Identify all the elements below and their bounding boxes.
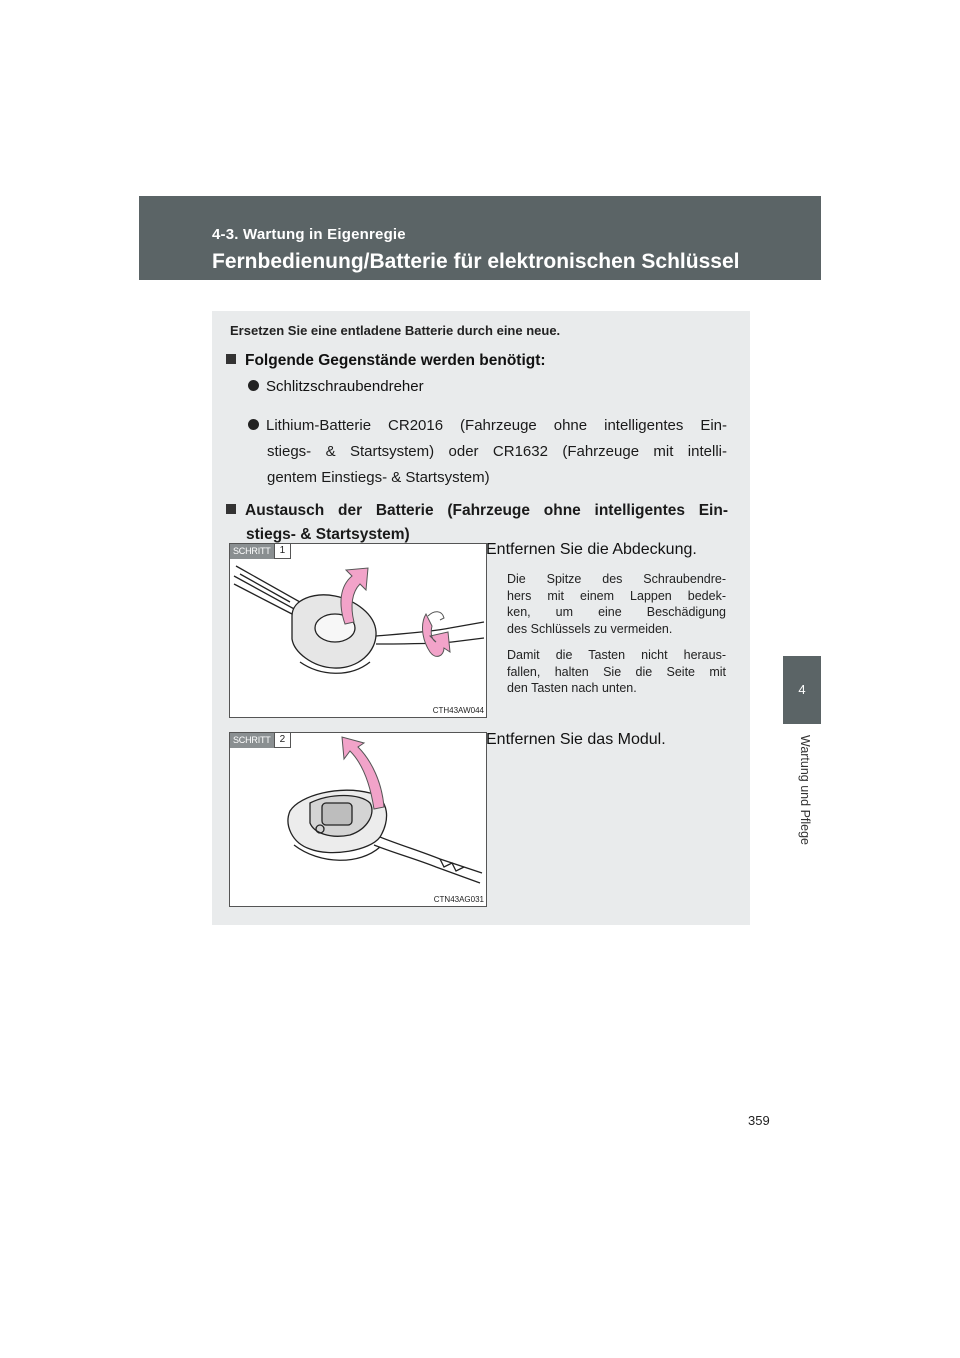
chapter-tab[interactable]: 4 — [783, 656, 821, 724]
content-panel — [212, 311, 750, 925]
list-item: Schlitzschraubendreher — [248, 374, 424, 400]
figure-code: CTH43AW044 — [432, 706, 484, 715]
square-bullet-icon — [226, 354, 236, 364]
replace-heading-continuation: stiegs- & Startsystem) — [246, 526, 410, 543]
needed-heading: Folgende Gegenstände werden benötigt: — [226, 349, 546, 373]
bullet-dot-icon — [248, 419, 259, 430]
list-item-continuation: stiegs- & Startsystem) oder CR1632 (Fahrzeuge mit intelli- — [267, 443, 727, 460]
key-module-illustration — [230, 733, 486, 906]
step-1-badge: SCHRITT 1 — [230, 544, 291, 559]
key-cover-illustration — [230, 544, 486, 717]
square-bullet-icon — [226, 504, 236, 514]
step-2-title: Entfernen Sie das Modul. — [486, 731, 666, 748]
page-number: 359 — [748, 1113, 770, 1128]
figure-code: CTN43AG031 — [433, 895, 484, 904]
step-1-figure — [229, 543, 487, 718]
intro-text: Ersetzen Sie eine entladene Batterie durch eine neue. — [230, 323, 561, 338]
page-title: Fernbedienung/Batterie für elektronischen Schlüssel — [212, 250, 740, 273]
step-1-note-1: Die Spitze des Schraubendre- hers mit einem Lappen bedek- ken, um eine Beschädigung des Schlüssels zu vermeiden. — [507, 572, 726, 636]
list-item-continuation: gentem Einstiegs- & Startsystem) — [267, 469, 490, 486]
section-label: 4-3. Wartung in Eigenregie — [212, 226, 406, 243]
bullet-dot-icon — [248, 380, 259, 391]
list-item: Lithium-Batterie CR2016 (Fahrzeuge ohne intelligentes Ein- — [248, 413, 727, 439]
replace-heading: Austausch der Batterie (Fahrzeuge ohne intelligentes Ein- — [226, 499, 728, 523]
step-1-note-2: Damit die Tasten nicht heraus- fallen, halten Sie die Seite mit den Tasten nach unten. — [507, 648, 726, 695]
step-2-figure — [229, 732, 487, 907]
chapter-header — [139, 196, 821, 280]
step-1-title: Entfernen Sie die Abdeckung. — [486, 541, 697, 558]
chapter-side-label: Wartung und Pflege — [798, 734, 812, 846]
step-2-badge: SCHRITT 2 — [230, 733, 291, 748]
